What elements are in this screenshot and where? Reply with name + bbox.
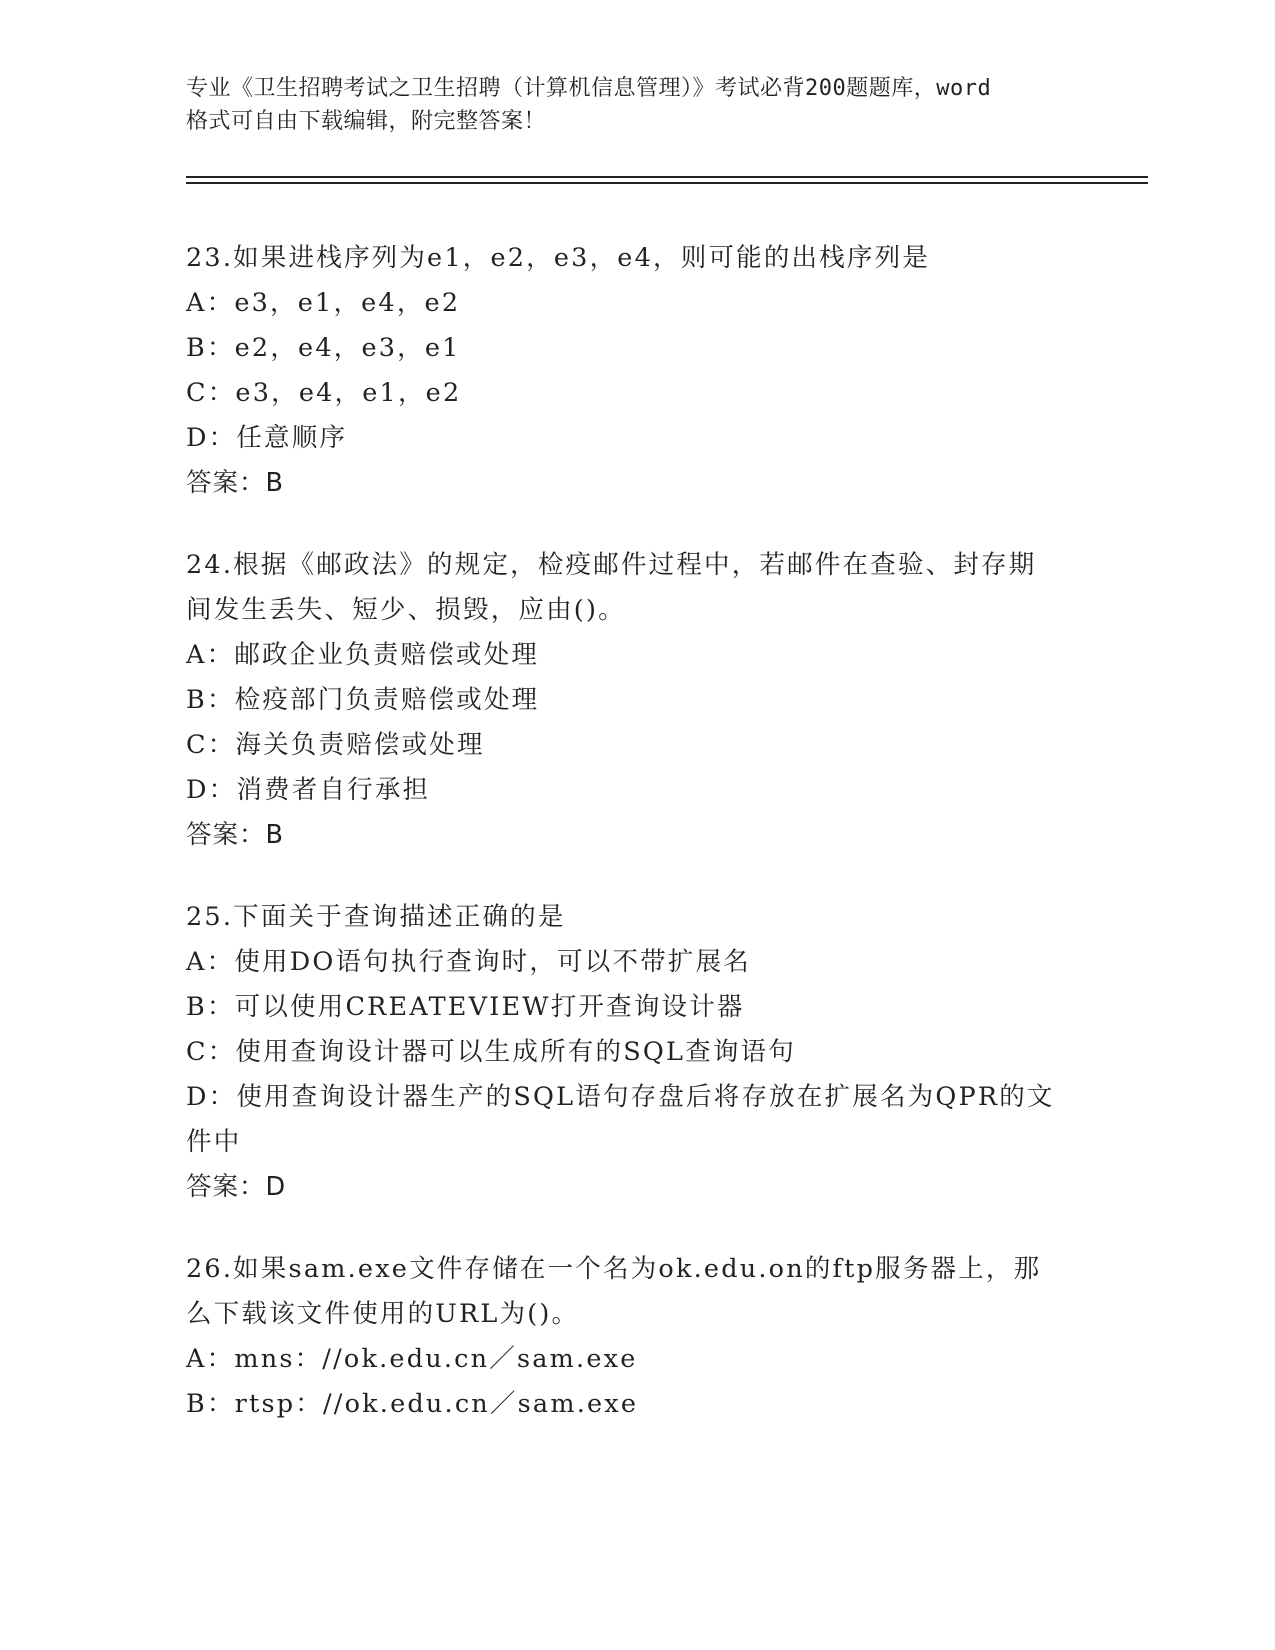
option-c: C：使用查询设计器可以生成所有的SQL查询语句 — [186, 1037, 796, 1067]
option-d: D：消费者自行承担 — [186, 775, 431, 805]
option-d-continued: 件中 — [186, 1127, 242, 1157]
question-stem-continued: 么下载该文件使用的URL为()。 — [186, 1299, 580, 1329]
question-stem: 26.如果sam.exe文件存储在一个名为ok.edu.on的ftp服务器上，那 — [186, 1254, 1042, 1284]
header-divider-bottom — [186, 182, 1148, 184]
question-23 — [186, 236, 1086, 506]
option-c: C：e3，e4，e1，e2 — [186, 378, 462, 408]
answer-label: 答案：B — [186, 820, 284, 850]
question-26 — [186, 1247, 1086, 1427]
answer-label: 答案：B — [186, 468, 284, 498]
option-a: A：邮政企业负责赔偿或处理 — [186, 640, 540, 670]
header-line-2: 格式可自由下载编辑，附完整答案！ — [186, 109, 547, 134]
option-c: C：海关负责赔偿或处理 — [186, 730, 485, 760]
option-a: A：e3，e1，e4，e2 — [186, 288, 461, 318]
option-a: A：使用DO语句执行查询时，可以不带扩展名 — [186, 947, 751, 977]
question-24 — [186, 543, 1086, 858]
document-header — [186, 72, 1086, 138]
question-25 — [186, 895, 1086, 1210]
header-divider-top — [186, 176, 1148, 178]
option-a: A：mns：//ok.edu.cn／sam.exe — [186, 1344, 638, 1374]
option-b: B：e2，e4，e3，e1 — [186, 333, 461, 363]
question-stem: 25.下面关于查询描述正确的是 — [186, 902, 566, 932]
option-b: B：rtsp：//ok.edu.cn／sam.exe — [186, 1389, 639, 1419]
option-b: B：可以使用CREATEVIEW打开查询设计器 — [186, 992, 745, 1022]
option-d: D：任意顺序 — [186, 423, 348, 453]
question-stem-continued: 间发生丢失、短少、损毁，应由()。 — [186, 595, 626, 625]
option-b: B：检疫部门负责赔偿或处理 — [186, 685, 540, 715]
question-list — [186, 236, 1086, 1464]
question-stem: 23.如果进栈序列为e1，e2，e3，e4，则可能的出栈序列是 — [186, 243, 931, 273]
answer-label: 答案：D — [186, 1172, 287, 1202]
header-line-1: 专业《卫生招聘考试之卫生招聘（计算机信息管理）》考试必背200题题库，word — [186, 76, 992, 101]
question-stem: 24.根据《邮政法》的规定，检疫邮件过程中，若邮件在查验、封存期 — [186, 550, 1037, 580]
option-d: D：使用查询设计器生产的SQL语句存盘后将存放在扩展名为QPR的文 — [186, 1082, 1055, 1112]
